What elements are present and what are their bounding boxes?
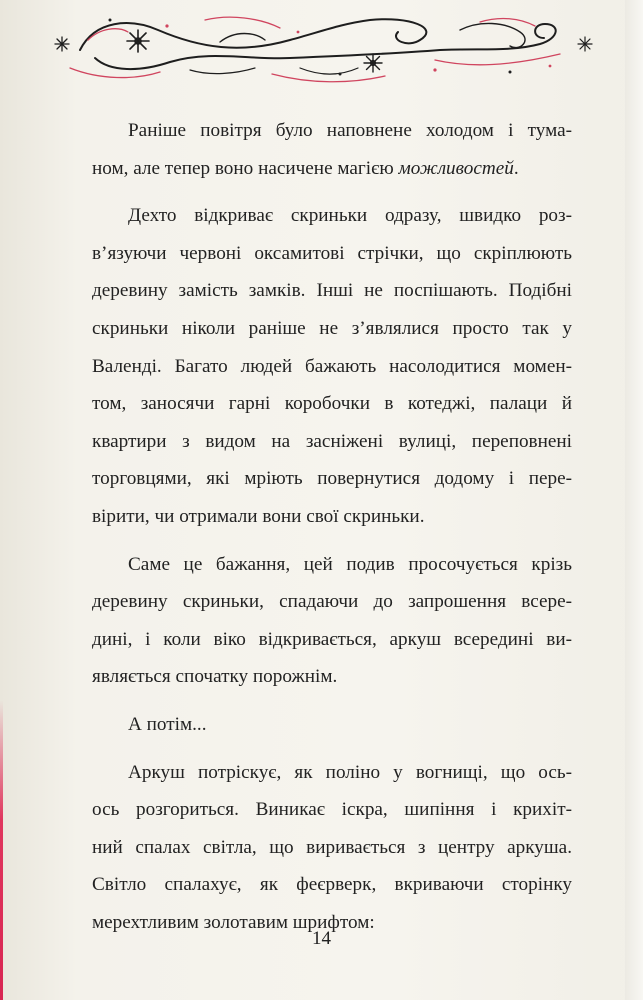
text-line: Саме це бажання, цей подив просочується крізь [128, 553, 572, 575]
paragraph-4 [92, 706, 572, 744]
text-line: Дехто відкриває скриньки одразу, швидко роз- [128, 205, 572, 227]
emphasized-word: можливостей [398, 157, 514, 179]
text-line: вірити, чи отримали вони свої скриньки. [92, 505, 425, 527]
text-line: деревину замість замків. Інші не поспішають. Подібні [92, 280, 572, 302]
page-spine-shadow [625, 0, 643, 1000]
red-page-edge [0, 700, 3, 1000]
text-line: дині, і коли віко відкривається, аркуш всередині ви- [92, 628, 572, 650]
text-segment: ном, але тепер воно насичене магією [92, 157, 399, 179]
text-line: ось розгориться. Виникає іскра, шипіння і крихіт- [92, 799, 572, 821]
paragraph-2 [92, 197, 572, 535]
text-segment: . [513, 157, 519, 179]
text-line [92, 150, 572, 188]
text-line: мерехтливим золотавим шрифтом: [92, 911, 375, 933]
paragraph-1 [92, 112, 572, 187]
paragraph-3 [92, 546, 572, 696]
text-line: в’язуючи червоні оксамитові стрічки, що скріплюють [92, 242, 572, 264]
text-line: Валенді. Багато людей бажають насолодитися момен- [92, 355, 572, 377]
text-line: Світло спалахує, як феєрверк, вкриваючи сторінку [92, 874, 572, 896]
text-line: Раніше повітря було наповнене холодом і тума- [128, 120, 572, 141]
text-line: ний спалах світла, що виривається з центру аркуша. [92, 836, 572, 858]
text-line: торговцями, які мріють повернутися додому і пере- [92, 468, 572, 490]
text-line: квартири з видом на засніжені вулиці, переповнені [92, 430, 572, 452]
text-line: А потім... [128, 713, 207, 735]
text-line: деревину скриньки, спадаючи до запрошення всере- [92, 591, 572, 613]
body-text [92, 112, 572, 951]
snowflake-swirl-ornament-icon [40, 10, 605, 88]
page-number: 14 [312, 928, 331, 949]
text-line: том, заносячи гарні коробочки в котеджі, палаци й [92, 393, 572, 415]
paragraph-5 [92, 754, 572, 942]
text-line: Аркуш потріскує, як поліно у вогнищі, що ось- [128, 761, 572, 783]
text-line: скриньки ніколи раніше не з’являлися просто так у [92, 317, 572, 339]
text-line: являється спочатку порожнім. [92, 666, 338, 688]
